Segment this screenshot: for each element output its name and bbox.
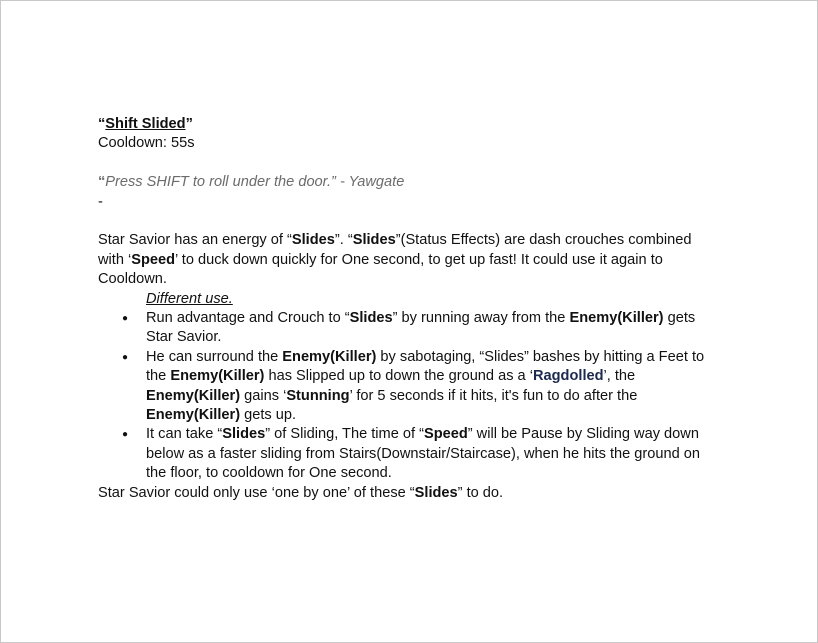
list-item [146,425,713,483]
title-close-quote: ” [185,116,193,132]
blank-line [98,154,713,173]
item-bold: Stunning [286,387,350,404]
item-text: Run advantage and Crouch to “ [146,310,350,327]
list-item [146,348,713,426]
item-bold: Speed [423,426,468,443]
item-text: ” by running away from the [392,310,570,327]
item-bold: Enemy(Killer) [146,387,241,404]
item-text: ” of Sliding, The time of “ [265,426,424,443]
uses-list [98,309,713,484]
item-text: It can take “ [146,426,223,443]
item-bold: Enemy(Killer) [569,310,664,327]
item-text: gains ‘ [240,387,287,404]
cooldown-line: Cooldown: 55s [98,135,195,152]
item-bold: Ragdolled [532,368,604,385]
intro-text: ’ to duck down quickly for One second, to get up fast! It could use it again to Cooldown. [98,251,663,288]
item-bold: Slides [349,310,393,327]
closing-bold: Slides [414,484,458,501]
item-text: gets up. [240,407,297,424]
ability-title [98,115,713,134]
blank-line [98,212,713,231]
list-item [146,309,713,348]
item-text: He can surround the [146,348,283,365]
closing-text: ” to do. [457,484,504,501]
quote-mark: “ [98,174,106,191]
item-text: by sabotaging, “Slides” bashes by hitting a Feet to the [146,348,705,385]
intro-text: Star Savior has an energy of “ [98,232,292,249]
intro-bold: Slides [291,232,335,249]
title-name: Shift Slided [105,116,186,132]
intro-text: ”. “ [334,232,353,249]
title-open-quote: “ [98,116,106,132]
closing-text: Star Savior could only use ‘one by one’ of these “ [98,484,415,501]
intro-text: ”(Status Effects) are dash crouches combined with ‘ [98,232,692,268]
ability-quote [98,173,713,192]
item-text: has Slipped up to down the ground as a ‘ [264,368,533,385]
item-bold: Enemy(Killer) [170,368,265,385]
quote-text: Press SHIFT to roll under the door.” - Yawgate [105,174,405,191]
item-text: gets Star Savior. [146,310,696,346]
closing-paragraph [98,484,713,503]
item-text: ’ for 5 seconds if it hits, it's fun to do after the [349,387,638,404]
intro-bold: Slides [352,232,396,249]
item-text: ’, the [603,368,636,385]
dash-line: - [98,193,103,210]
different-use-subheading: Different use. [146,290,233,307]
item-text: ” will be Pause by Sliding way down below as a faster sliding from Stairs(Downstair/Staircase), when he hits the ground on the floor, to cooldown for One second. [146,426,701,482]
intro-paragraph [98,231,713,289]
intro-bold: Speed [131,251,176,268]
item-bold: Enemy(Killer) [282,348,377,365]
item-bold: Slides [222,426,266,443]
document-body [98,115,713,503]
item-bold: Enemy(Killer) [146,407,241,424]
